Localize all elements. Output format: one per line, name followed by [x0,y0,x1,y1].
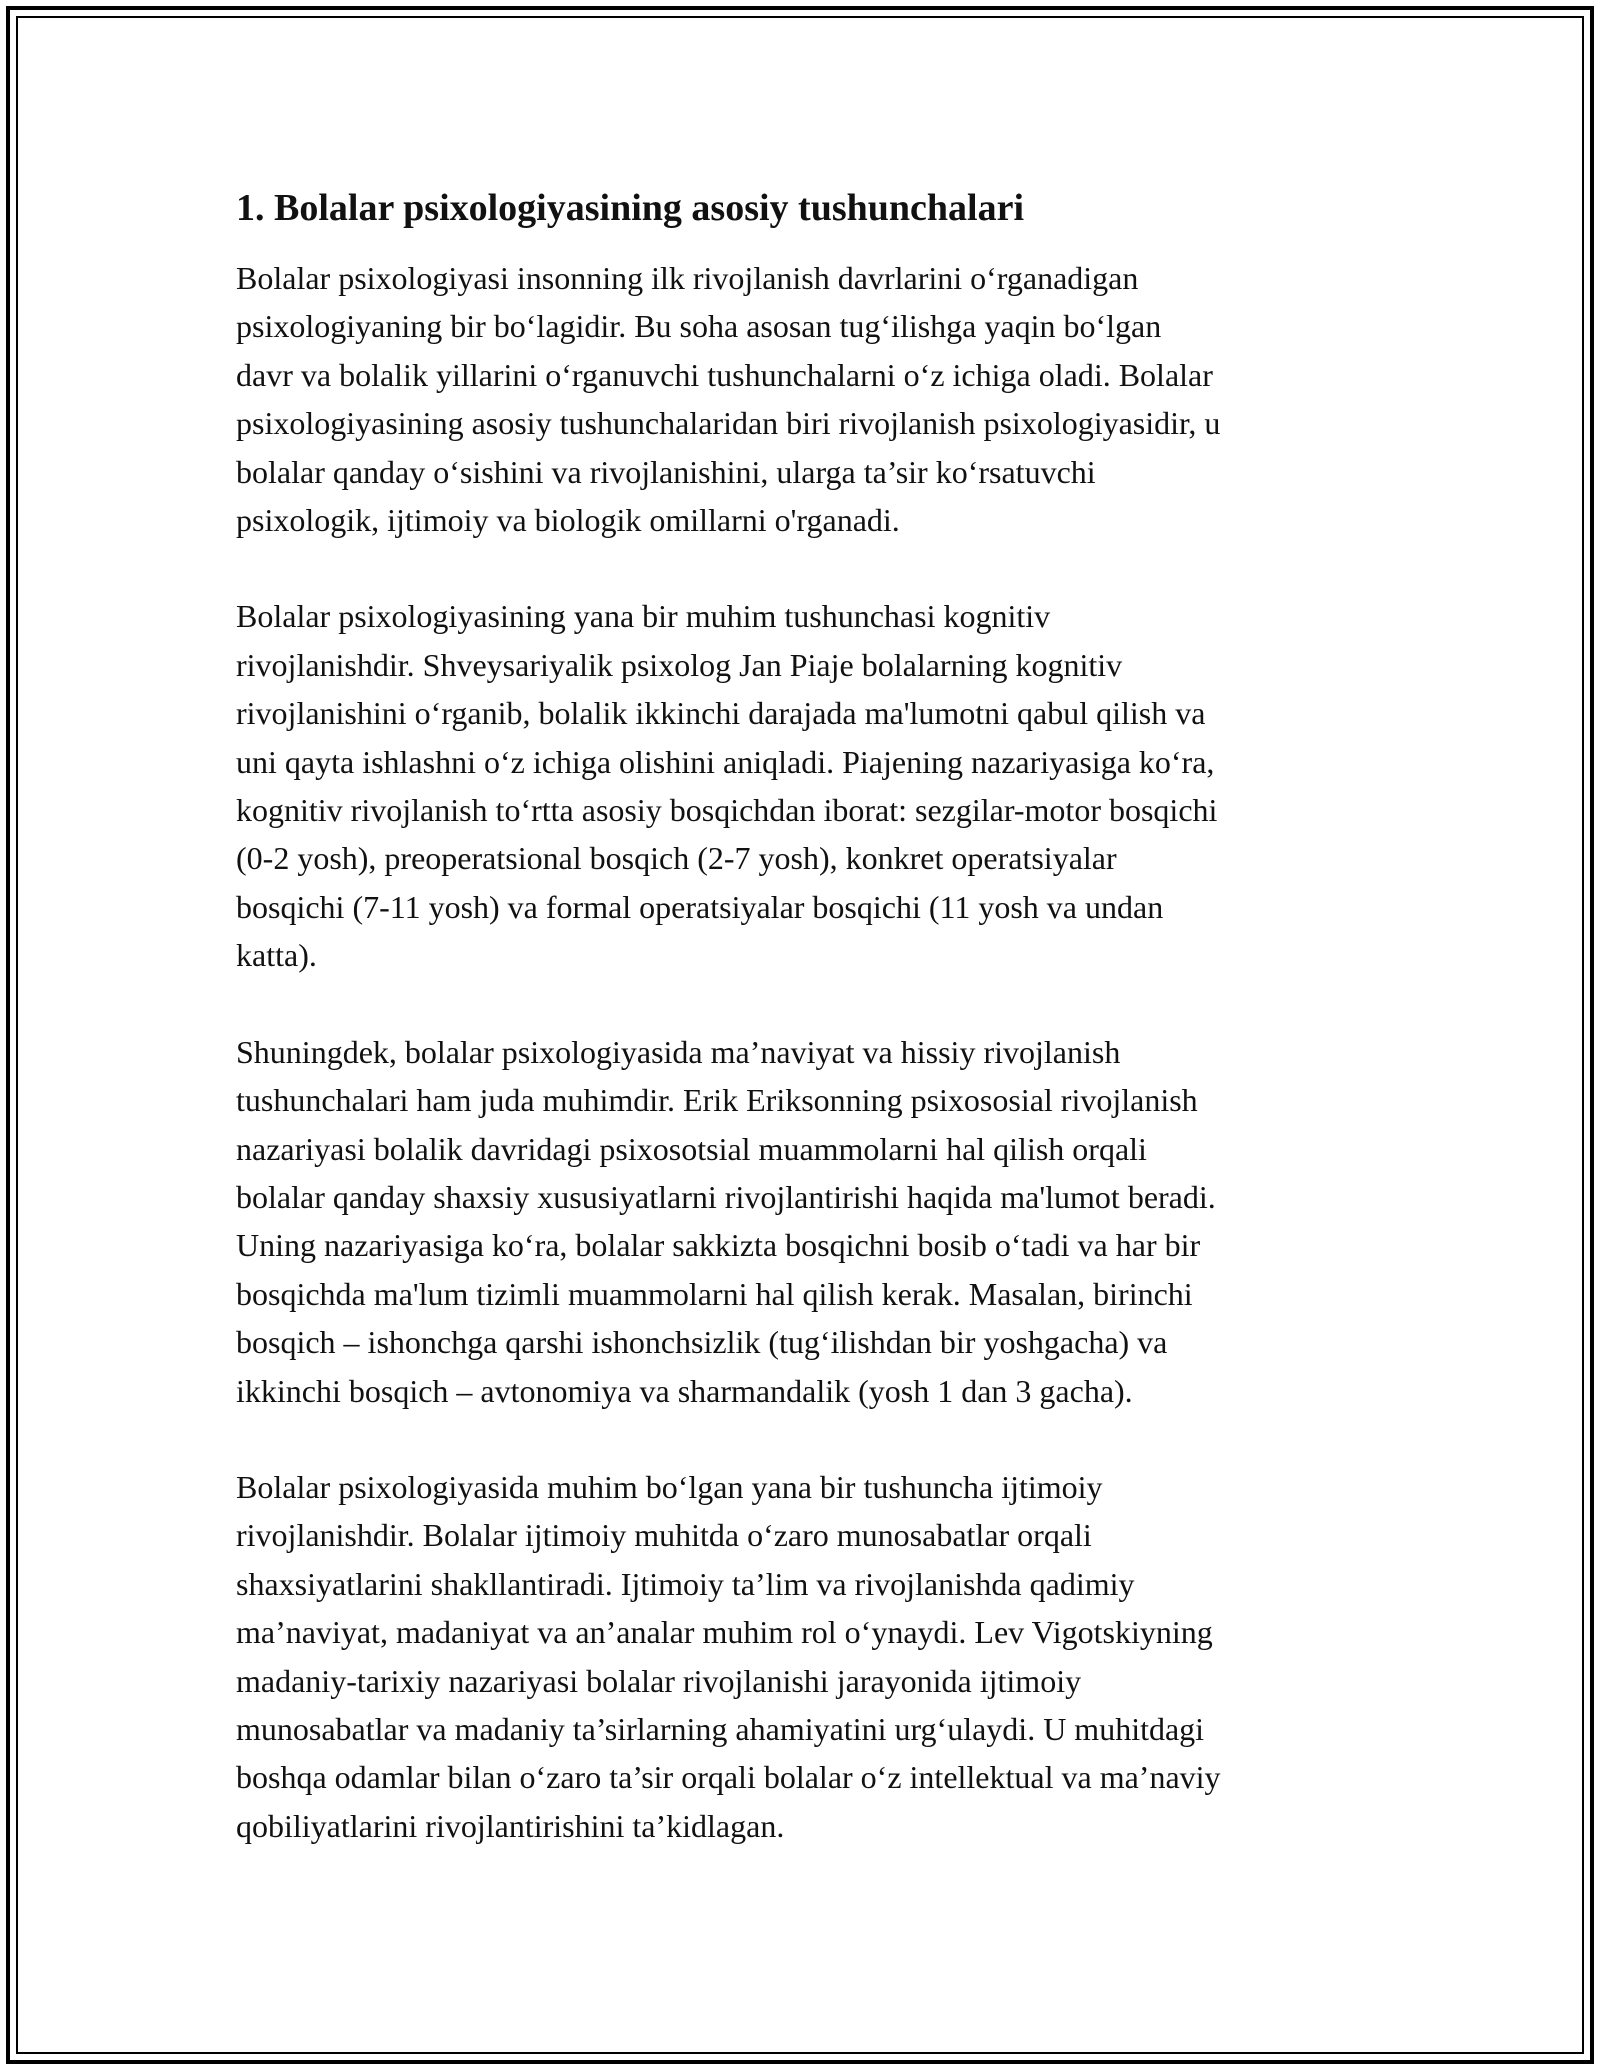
text-line: boshqa odamlar bilan o‘zaro ta’sir orqali bolalar o‘z intellektual va ma’naviy [236,1759,1221,1796]
text-line: bolalar qanday o‘sishini va rivojlanishini, ularga ta’sir ko‘rsatuvchi [236,453,1096,490]
text-line: rivojlanishdir. Bolalar ijtimoiy muhitda o‘zaro munosabatlar orqali [236,1517,1092,1554]
text-line: rivojlanishini o‘rganib, bolalik ikkinchi darajada ma'lumotni qabul qilish va [236,695,1206,732]
text-line: bolalar qanday shaxsiy xususiyatlarni rivojlantirishi haqida ma'lumot beradi. [236,1178,1216,1215]
document-body [236,184,1376,1898]
text-line: nazariyasi bolalik davridagi psixosotsial muammolarni hal qilish orqali [236,1130,1147,1167]
text-line: tushunchalari ham juda muhimdir. Erik Eriksonning psixososial rivojlanish [236,1082,1198,1119]
text-line: psixologiyaning bir bo‘lagidir. Bu soha asosan tug‘ilishga yaqin bo‘lgan [236,308,1162,345]
text-line: psixologik, ijtimoiy va biologik omillarni o'rganadi. [236,502,900,539]
text-line: uni qayta ishlashni o‘z ichiga olishini aniqladi. Piajening nazariyasiga ko‘ra, [236,743,1215,780]
text-line: (0-2 yosh), preoperatsional bosqich (2-7 yosh), konkret operatsiyalar [236,840,1117,877]
text-line: bosqichda ma'lum tizimli muammolarni hal qilish kerak. Masalan, birinchi [236,1275,1193,1312]
paragraph-1 [236,254,1376,544]
text-line: rivojlanishdir. Shveysariyalik psixolog Jan Piaje bolalarning kognitiv [236,646,1123,683]
paragraph-2 [236,592,1376,979]
text-line: Bolalar psixologiyasining yana bir muhim tushunchasi kognitiv [236,598,1051,635]
text-line: davr va bolalik yillarini o‘rganuvchi tushunchalarni o‘z ichiga oladi. Bolalar [236,356,1213,393]
text-line: madaniy-tarixiy nazariyasi bolalar rivojlanishi jarayonida ijtimoiy [236,1662,1082,1699]
text-line: bosqichi (7-11 yosh) va formal operatsiyalar bosqichi (11 yosh va undan [236,888,1164,925]
text-line: psixologiyasining asosiy tushunchalaridan biri rivojlanish psixologiyasidir, u [236,405,1221,442]
text-line: Uning nazariyasiga ko‘ra, bolalar sakkizta bosqichni bosib o‘tadi va har bir [236,1227,1201,1264]
text-line: shaxsiyatlarini shakllantiradi. Ijtimoiy ta’lim va rivojlanishda qadimiy [236,1565,1135,1602]
text-line: bosqich – ishonchga qarshi ishonchsizlik (tug‘ilishdan bir yoshgacha) va [236,1324,1168,1361]
paragraph-3 [236,1028,1376,1415]
text-line: munosabatlar va madaniy ta’sirlarning ahamiyatini urg‘ulaydi. U muhitdagi [236,1710,1205,1747]
paragraph-4 [236,1463,1376,1850]
text-line: qobiliyatlarini rivojlantirishini ta’kidlagan. [236,1807,785,1844]
text-line: Bolalar psixologiyasida muhim bo‘lgan yana bir tushuncha ijtimoiy [236,1468,1103,1505]
text-line: ma’naviyat, madaniyat va an’analar muhim rol o‘ynaydi. Lev Vigotskiyning [236,1614,1213,1651]
text-line: ikkinchi bosqich – avtonomiya va sharmandalik (yosh 1 dan 3 gacha). [236,1372,1133,1409]
text-line: kognitiv rivojlanish to‘rtta asosiy bosqichdan iborat: sezgilar-motor bosqichi [236,792,1218,829]
section-heading: 1. Bolalar psixologiyasining asosiy tushunchalari [236,187,1024,229]
text-line: katta). [236,937,317,974]
text-line: Shuningdek, bolalar psixologiyasida ma’naviyat va hissiy rivojlanish [236,1033,1121,1070]
text-line: Bolalar psixologiyasi insonning ilk rivojlanish davrlarini o‘rganadigan [236,260,1139,296]
